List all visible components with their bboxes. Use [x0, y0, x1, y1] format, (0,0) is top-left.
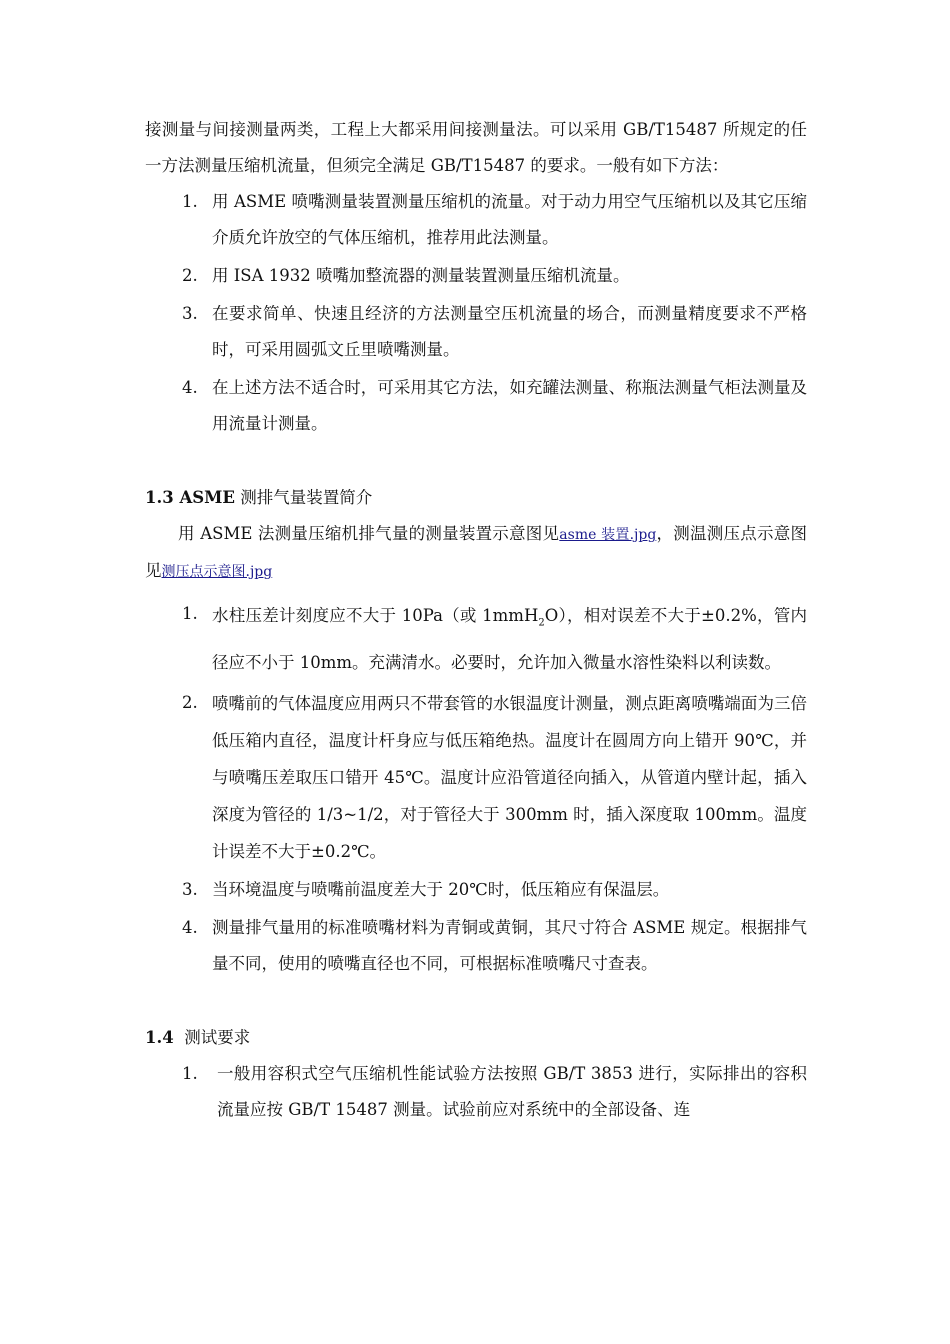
list-text: 喷嘴前的气体温度应用两只不带套管的水银温度计测量，测点距离喷嘴端面为三倍低压箱内直径，温度计杆身应与低压箱绝热。温度计在圆周方向上错开 90℃，并与喷嘴压差取压口错开 45℃。温度计应沿管道径向插入，从管道内壁计起，插入深度为管径的 1/3~1/2，对于管径大于 300mm 时，插入深度取 100mm。温度计误差不大于±0.2℃。 [212, 694, 807, 862]
list-text: 用 ISA 1932 喷嘴加整流器的测量装置测量压缩机流量。 [212, 266, 630, 285]
requirement-list [145, 596, 807, 982]
list-number: 1. [182, 604, 198, 623]
section-title: 测试要求 [173, 1028, 251, 1048]
intro-paragraph: 接测量与间接测量两类，工程上大都采用间接测量法。可以采用 GB/T15487 所规定的任一方法测量压缩机流量，但须完全满足 GB/T15487 的要求。一般有如下方法： [145, 120, 807, 175]
test-requirement-list [145, 1056, 807, 1128]
asme-device-link[interactable]: asme 装置.jpg [559, 527, 657, 543]
list-item [145, 685, 807, 870]
list-text: 测量排气量用的标准喷嘴材料为青铜或黄铜，其尺寸符合 ASME 规定。根据排气量不同，使用的喷嘴直径也不同，可根据标准喷嘴尺寸查表。 [212, 918, 807, 974]
section-title: 测排气量装置简介 [235, 488, 373, 507]
list-number: 1. [182, 192, 198, 211]
list-item [145, 258, 807, 294]
list-item [145, 296, 807, 368]
list-text: 一般用容积式空气压缩机性能试验方法按照 GB/T 3853 进行，实际排出的容积流量应按 GB/T 15487 测量。试验前应对系统中的全部设备、连 [217, 1064, 807, 1120]
list-item [145, 1056, 807, 1128]
section-number: 1.4 [145, 1028, 174, 1048]
list-number: 3. [182, 880, 198, 900]
list-text-part: 水柱压差计刻度应不大于 10Pa（或 1mmH [212, 606, 539, 625]
subscript: 2 [538, 617, 545, 629]
list-number: 1. [182, 1064, 198, 1084]
list-number: 4. [182, 378, 198, 397]
method-list [145, 184, 807, 442]
section-paragraph [145, 516, 807, 590]
list-item [145, 596, 807, 683]
list-item [145, 370, 807, 442]
paragraph-text: ，测温测压点示意图见 [145, 524, 808, 580]
section-gap [145, 984, 807, 1020]
list-number: 2. [182, 266, 198, 285]
section-heading-1-4 [145, 1020, 807, 1056]
section-number: 1.3 ASME [145, 488, 236, 507]
document-page [145, 112, 807, 1130]
section-gap [145, 444, 807, 480]
section-heading-1-3 [145, 480, 807, 516]
list-text: 用 ASME 喷嘴测量装置测量压缩机的流量。对于动力用空气压缩机以及其它压缩介质允许放空的气体压缩机，推荐用此法测量。 [212, 192, 807, 247]
list-number: 3. [182, 304, 198, 323]
list-text: 在要求简单、快速且经济的方法测量空压机流量的场合，而测量精度要求不严格时，可采用圆弧文丘里喷嘴测量。 [212, 304, 807, 359]
list-item [145, 184, 807, 256]
list-item [145, 910, 807, 982]
list-number: 4. [182, 918, 198, 938]
list-text-part: O），相对误差不大于±0.2%，管内径应不小于 10mm。充满清水。必要时，允许加入微量水溶性染料以利读数。 [212, 606, 807, 673]
paragraph-text: 用 ASME 法测量压缩机排气量的测量装置示意图见 [178, 524, 560, 543]
list-number: 2. [182, 693, 198, 713]
list-text [212, 596, 807, 683]
list-text: 在上述方法不适合时，可采用其它方法，如充罐法测量、称瓶法测量气柜法测量及用流量计测量。 [212, 378, 807, 433]
list-item [145, 872, 807, 908]
pressure-point-link[interactable]: 测压点示意图.jpg [161, 564, 273, 580]
list-text: 当环境温度与喷嘴前温度差大于 20℃时，低压箱应有保温层。 [212, 880, 670, 900]
